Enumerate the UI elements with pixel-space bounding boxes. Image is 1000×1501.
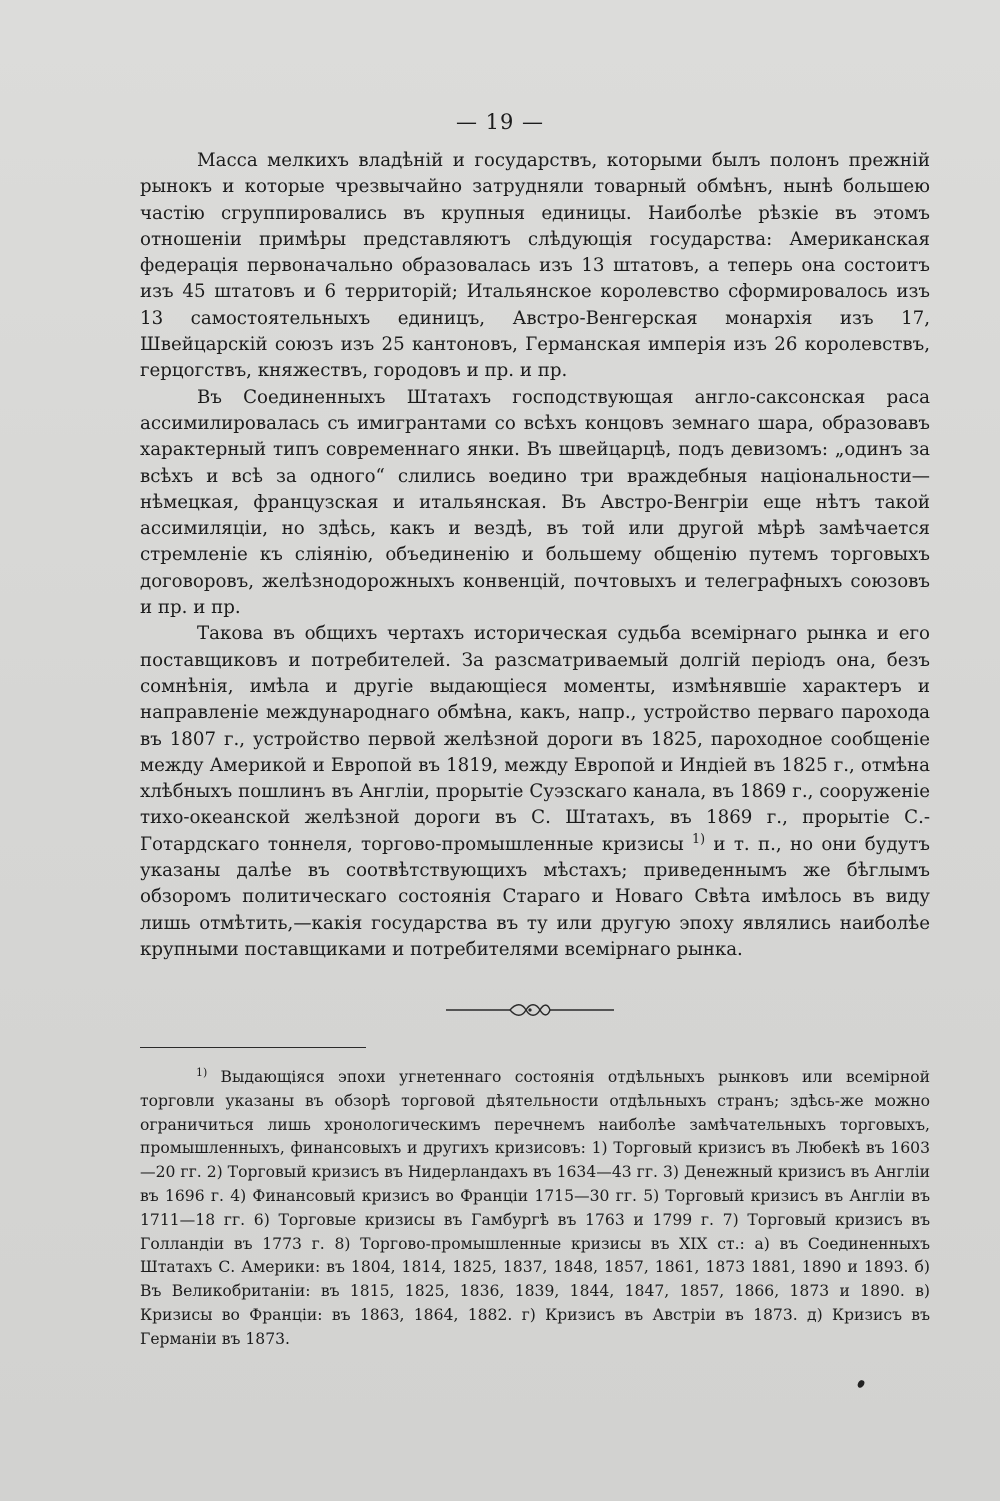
paragraph-3-text: Такова въ общихъ чертахъ историческая судьба всемірнаго рынка и его поставщиковъ и потребителей. За разсматриваемый долгій періодъ она, безъ сомнѣнія, имѣла и другіе выдающіеся моменты, измѣнявшіе характеръ и направленіе международнаго обмѣна, какъ, напр., устройство перваго парохода въ 1807 г., устройство первой желѣзной дороги въ 1825, пароходное сообщеніе между Америкой и Европой въ 1819, между Европой и Индіей въ 1825 г., отмѣна хлѣбныхъ пошлинъ въ Англіи, прорытіе Суэзскаго канала, въ 1869 г., сооруженіе тихо-океанской желѣзной дороги въ С. Штатахъ, въ 1869 г., прорытіе С.-Готардскаго тоннеля, торгово-промышленные кризисы (140, 623, 930, 855)
main-text (140, 148, 930, 963)
paragraph-3 (140, 621, 930, 963)
paragraph-3-continuation: и т. п., но они будутъ указаны далѣе въ соотвѣтствующихъ мѣстахъ; приведеннымъ же бѣглымъ обзоромъ политическаго состоянія Стараго и Новаго Свѣта имѣлось въ виду лишь отмѣтить,—какія государства въ ту или другую эпоху являлись наиболѣе крупными поставщиками и потребителями всемірнаго рынка. (140, 833, 930, 960)
footnote (140, 1066, 930, 1352)
paragraph-2: Въ Соединенныхъ Штатахъ господствующая англо-саксонская раса ассимилировалась съ имигрантами со всѣхъ концовъ земнаго шара, образовавъ характерный типъ современнаго янки. Въ швейцарцѣ, подъ девизомъ: „одинъ за всѣхъ и всѣ за одного“ слились воедино три враждебныя національности—нѣмецкая, французская и итальянская. Въ Австро-Венгріи еще нѣтъ такой ассимиляціи, но здѣсь, какъ и вездѣ, въ той или другой мѣрѣ замѣчается стремленіе къ сліянію, объединенію и большему общенію путемъ торговыхъ договоровъ, желѣзнодорожныхъ конвенцій, почтовыхъ и телеграфныхъ союзовъ и пр. и пр. (140, 386, 930, 619)
ornament-divider-icon (440, 1000, 620, 1020)
footnote-text: Выдающіяся эпохи угнетеннаго состоянія отдѣльныхъ рынковъ или всемірной торговли указаны въ обзорѣ торговой дѣятельности отдѣльныхъ странъ; здѣсь-же можно ограничиться лишь хронологическимъ перечнемъ наиболѣе замѣчательныхъ торговыхъ, промышленныхъ, финансовыхъ и другихъ кризисовъ: 1) Торговый кризисъ въ Любекѣ въ 1603—20 гг. 2) Торговый кризисъ въ Нидерландахъ въ 1634—43 гг. 3) Денежный кризисъ въ Англіи въ 1696 г. 4) Финансовый кризисъ во Франціи 1715—30 гг. 5) Торговый кризисъ въ Англіи въ 1711—18 гг. 6) Торговые кризисы въ Гамбургѣ въ 1763 и 1799 г. 7) Торговый кризисъ въ Голландіи въ 1773 г. 8) Торгово-промышленные кризисы въ XIX ст.: а) въ Соединенныхъ Штатахъ С. Америки: въ 1804, 1814, 1825, 1837, 1848, 1857, 1861, 1873 1881, 1890 и 1893. б) Въ Великобританіи: въ 1815, 1825, 1836, 1839, 1844, 1847, 1857, 1866, 1873 и 1890. в) Кризисы во Франціи: въ 1863, 1864, 1882. г) Кризисъ въ Австріи въ 1873. д) Кризисъ въ Германіи въ 1873. (140, 1068, 930, 1348)
page-number: — 19 — (455, 110, 545, 134)
footnote-reference: 1) (692, 831, 706, 847)
footnote-marker: 1) (196, 1065, 208, 1079)
footnote-separator (140, 1047, 366, 1048)
paragraph-1: Масса мелкихъ владѣній и государствъ, которыми былъ полонъ прежній рынокъ и которые чрезвычайно затрудняли товарный обмѣнъ, нынѣ большею частію сгруппировались въ крупныя единицы. Наиболѣе рѣзкіе въ этомъ отношеніи примѣры представляютъ слѣдующія государства: Американская федерація первоначально образовалась изъ 13 штатовъ, а теперь она состоитъ изъ 45 штатовъ и 6 территорій; Итальянское королевство сформировалось изъ 13 самостоятельныхъ единицъ, Австро-Венгерская монархія изъ 17, Швейцарскій союзъ изъ 25 кантоновъ, Германская имперія изъ 26 королевствъ, герцогствъ, княжествъ, городовъ и пр. и пр. (140, 150, 930, 382)
ink-speck (857, 1379, 866, 1389)
